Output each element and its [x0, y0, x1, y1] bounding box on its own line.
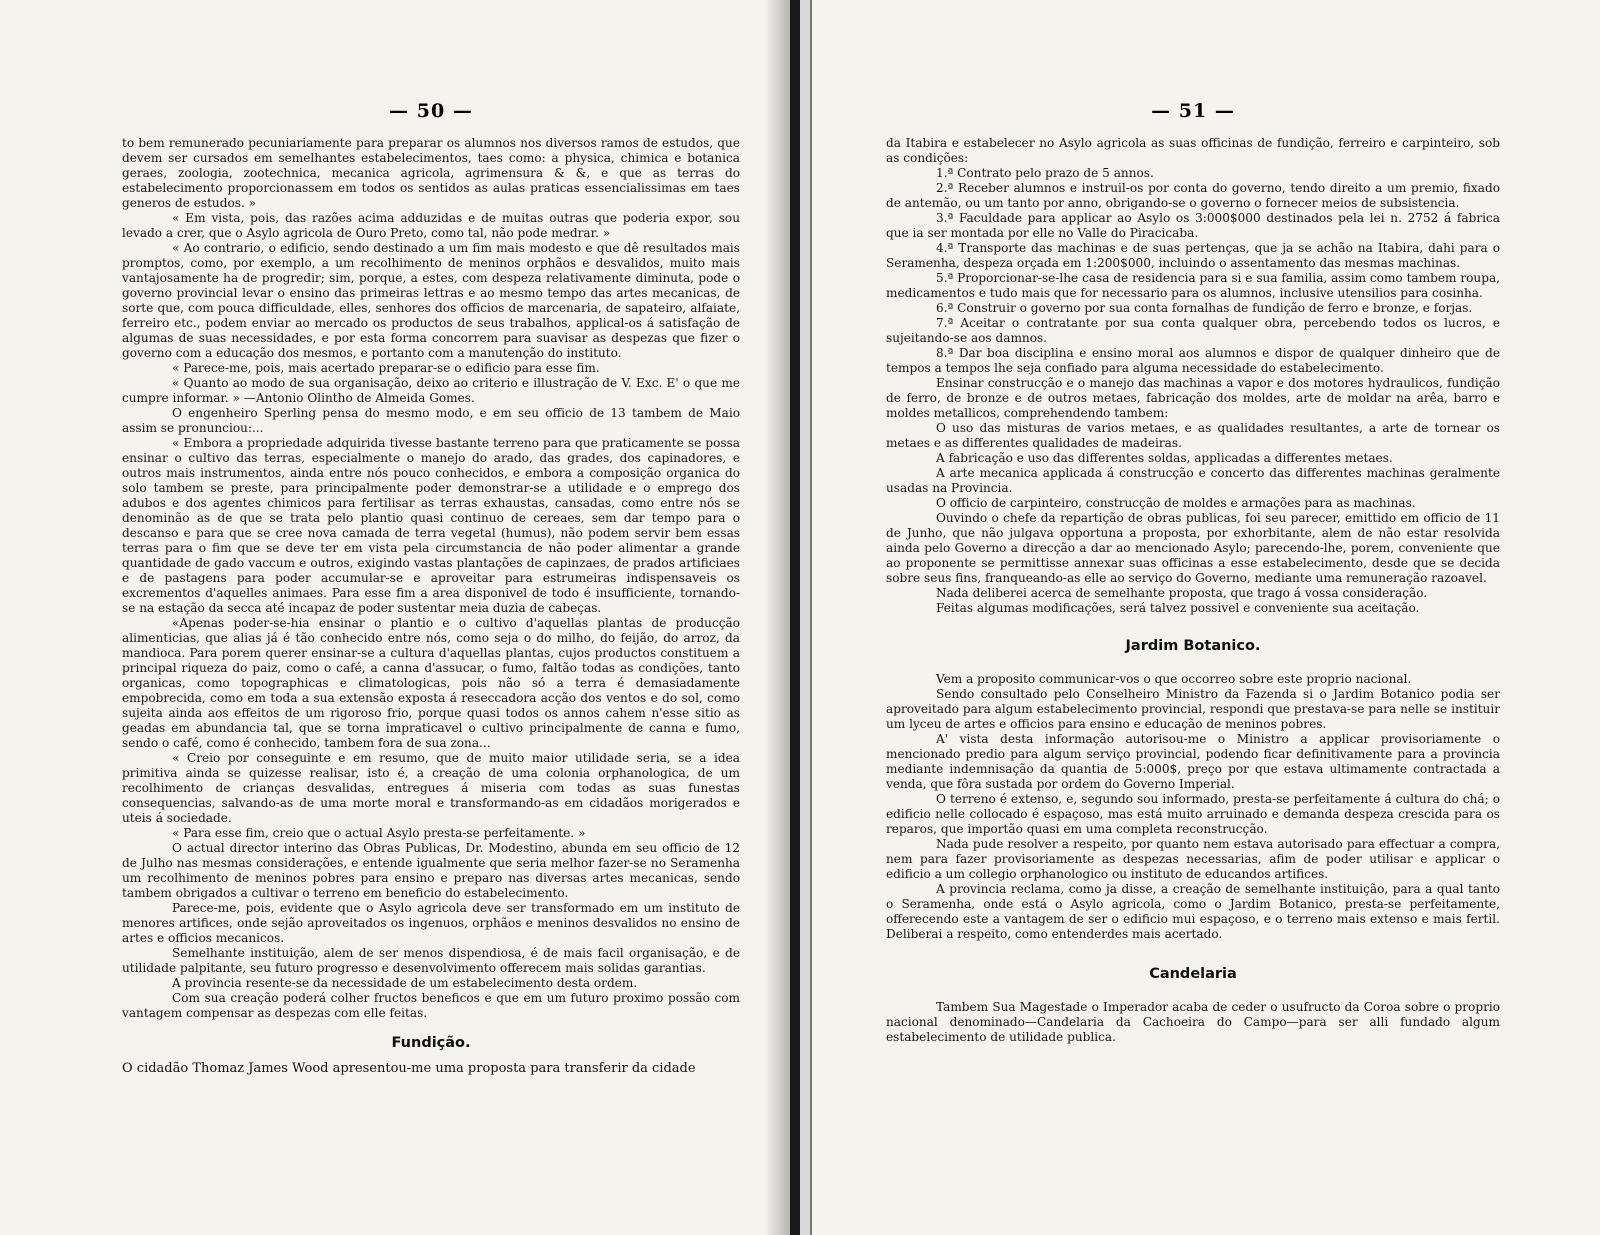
paragraph: Sendo consultado pelo Conselheiro Ministro da Fazenda si o Jardim Botanico podia ser aproveitado para algum estabelecimento provincial, respondi que prestava-se para nelle se instituir um lyceu de artes e officios para ensino e educação de meninos pobres.	[886, 687, 1500, 731]
paragraph: Ensinar construcção e o manejo das machinas a vapor e dos motores hydraulicos, fundição de ferro, de bronze e de outros metaes, fabricação dos moldes, arte de moldar na arêa, barro e moldes metallicos, comprehendendo tambem:	[886, 376, 1500, 420]
paragraph: « Ao contrario, o edificio, sendo destinado a um fim mais modesto e que dê resultados mais promptos, como, por exemplo, a um recolhimento de meninos orphãos e desvalidos, muito mais vantajosamente ha de progredir; sim, porque, a estes, com despeza relativamente diminuta, pode o governo provincial levar o ensino das primeiras lettras e ao mesmo tempo das artes mecanicas, de sorte que, com pouca difficuldade, elles, senhores dos officios de marcenaria, de sapateiro, alfaiate, ferreiro etc., podem enviar ao mercado os productos de seus trabalhos, applical-os á satisfação de algumas de suas necessidades, e por esta forma concorrem para suavisar as despezas que fizer o governo com a educação dos mesmos, e portanto com a manutenção do instituto.	[122, 241, 740, 360]
paragraph: Com sua creação poderá colher fructos beneficos e que em um futuro proximo possão com vantagem compensar as despezas com elle feitas.	[122, 991, 740, 1020]
paragraph: « Em vista, pois, das razões acima adduzidas e de muitas outras que poderia expor, sou levado a crer, que o Asylo agricola de Ouro Preto, como tal, não pode medrar. »	[122, 211, 740, 240]
paragraph: 8.ª Dar boa disciplina e ensino moral aos alumnos e dispor de qualquer dinheiro que de tempos a tempos lhe seja confiado para alguma necessidade do estabelecimento.	[886, 346, 1500, 375]
section-heading-fundicao: Fundição.	[391, 1035, 471, 1051]
paragraph: O actual director interino das Obras Publicas, Dr. Modestino, abunda em seu officio de 12 de Julho nas mesmas considerações, e entende igualmente que seria melhor fazer-se no Seramenha um recolhimento de meninos pobres para ensino e preparo nas diversas artes mecanicas, sendo tambem obrigados a cultivar o terreno em beneficio do estabelecimento.	[122, 841, 740, 900]
paragraph: O cidadão Thomaz James Wood apresentou-me uma proposta para transferir da cidade	[122, 1061, 696, 1076]
paragraph: 2.ª Receber alumnos e instruil-os por conta do governo, tendo direito a um premio, fixado de antemão, ou um tanto por anno, obrigando-se o governo o fornecer meios de subsistencia.	[886, 181, 1500, 210]
paragraph: « Para esse fim, creio que o actual Asylo presta-se perfeitamente. »	[172, 826, 586, 840]
section-heading-jardim-botanico: Jardim Botanico.	[1125, 638, 1261, 654]
paragraph: 4.ª Transporte das machinas e de suas pertenças, que ja se achão na Itabira, dahi para o Seramenha, despeza orçada em 1:200$000, incluindo o assentamento das mesmas machinas.	[886, 241, 1500, 270]
left-body	[122, 136, 740, 1021]
paragraph: 7.ª Aceitar o contratante por sua conta qualquer obra, percebendo todos os lucros, e sujeitando-se aos damnos.	[886, 316, 1500, 345]
paragraph: O engenheiro Sperling pensa do mesmo modo, e em seu officio de 13 tambem de Maio assim se pronunciou:...	[122, 406, 740, 435]
paragraph: Semelhante instituição, alem de ser menos dispendiosa, é de mais facil organisação, e de utilidade palpitante, seu futuro progresso e desenvolvimento offerecem mais solidas garantias.	[122, 946, 740, 975]
paragraph: A arte mecanica applicada á construcção e concerto das differentes machinas geralmente usadas na Provincia.	[886, 466, 1500, 495]
right-body	[886, 136, 1500, 616]
paragraph: Vem a proposito communicar-vos o que occorreo sobre este proprio nacional.	[936, 672, 1412, 686]
candelaria-body	[886, 1000, 1500, 1045]
paragraph: da Itabira e estabelecer no Asylo agricola as suas officinas de fundição, ferreiro e carpinteiro, sob as condições:	[886, 136, 1500, 165]
paragraph: « Parece-me, pois, mais acertado preparar-se o edificio para esse fim.	[172, 361, 600, 375]
jardim-body	[886, 672, 1500, 942]
paragraph: A provincia resente-se da necessidade de um estabelecimento desta ordem.	[172, 976, 638, 990]
paragraph: 6.ª Construir o governo por sua conta fornalhas de fundição de ferro e bronze, e forjas.	[936, 301, 1473, 315]
page-number: — 50 —	[389, 100, 473, 122]
paragraph: Parece-me, pois, evidente que o Asylo agricola deve ser transformado em um instituto de menores artifices, onde sejão aproveitados os ingenuos, orphãos e meninos desvalidos no ensino de artes e officios mecanicos.	[122, 901, 740, 945]
paragraph: Nada deliberei acerca de semelhante proposta, que trago á vossa consideração.	[936, 586, 1428, 600]
paragraph: O officio de carpinteiro, construcção de moldes e armações para as machinas.	[936, 496, 1416, 510]
paragraph: 1.ª Contrato pelo prazo de 5 annos.	[936, 166, 1154, 180]
paragraph: Tambem Sua Magestade o Imperador acaba de ceder o usufructo da Coroa sobre o proprio nacional denominado—Candelaria da Cachoeira do Campo—para ser alli fundado algum estabelecimento de utilidade publica.	[886, 1000, 1500, 1044]
paragraph: « Embora a propriedade adquirida tivesse bastante terreno para que praticamente se possa ensinar o cultivo das terras, especialmente o manejo do arado, das grades, dos capinadores, e outros mais instrumentos, ainda entre nós pouco conhecidos, e embora a composição organica do solo tambem se preste, para principalmente poder demonstrar-se a utilidade e o emprego dos adubos e dos agentes chimicos para fertilisar as terras exhaustas, cansadas, como entre nós se denominão as de que se trata pelo plantio quasi continuo de cereaes, sem dar tempo para o descanso e para que se cree nova camada de terra vegetal (humus), não podem servir bem essas terras para o fim que se deve ter em vista pela circumstancia de não poder alimentar a grande quantidade de gado vaccum e outros, exigindo vastas plantações de capinzaes, de prados artificiaes e de pastagens para poder accumular-se e aproveitar para estrumeiras indispensaveis os excrementos d'aquelles animaes. Para esse fim a area disponivel de todo é insufficiente, tornando-se na estação da secca até incapaz de poder sustentar meia duzia de cabeças.	[122, 436, 740, 615]
paragraph: Nada pude resolver a respeito, por quanto nem estava autorisado para effectuar a compra, nem para fazer provisoriamente as despezas necessarias, afim de poder utilisar e applicar o edificio a um collegio orphanologico ou instituto de educandos artifices.	[886, 837, 1500, 881]
paragraph: 3.ª Faculdade para applicar ao Asylo os 3:000$000 destinados pela lei n. 2752 á fabrica que ia ser montada por elle no Valle do Piracicaba.	[886, 211, 1500, 240]
gutter-shadow	[764, 0, 790, 1235]
paragraph: O uso das misturas de varios metaes, e as qualidades resultantes, a arte de tornear os metaes e as differentes qualidades de madeiras.	[886, 421, 1500, 450]
paragraph: « Creio por conseguinte e em resumo, que de muito maior utilidade seria, se a idea primitiva ainda se quizesse realisar, isto é, a creação de uma colonia orphanologica, de um recolhimento de crianças desvalidas, entregues á miseria com todas as suas funestas consequencias, salvando-as de uma morte moral e transformando-as em cidadãos morigerados e uteis á sociedade.	[122, 751, 740, 825]
paragraph: « Quanto ao modo de sua organisação, deixo ao criterio e illustração de V. Exc. E' o que me cumpre informar. » —Antonio Olintho de Almeida Gomes.	[122, 376, 740, 405]
section-heading-candelaria: Candelaria	[1149, 966, 1237, 982]
paragraph: A' vista desta informação autorisou-me o Ministro a applicar provisoriamente o mencionado predio para algum serviço provincial, podendo ficar definitivamente para a provincia mediante indemnisação da quantia de 5:000$, preço por que estava ultimamente contractada a venda, que fôra sustada por ordem do Governo Imperial.	[886, 732, 1500, 791]
paragraph: 5.ª Proporcionar-se-lhe casa de residencia para si e sua familia, assim como tambem roupa, medicamentos e tudo mais que for necessario para os alumnos, inclusive utensilios para cosinha.	[886, 271, 1500, 300]
right-page	[810, 0, 1600, 1235]
paragraph: «Apenas poder-se-hia ensinar o plantio e o cultivo d'aquellas plantas de producção alimenticias, que alias já é tão conhecido entre nós, como seja o do milho, do feijão, do arroz, da mandioca. Para porem querer ensinar-se a cultura d'aquellas plantas, cujos productos constituem a principal riqueza do paiz, como o café, a canna d'assucar, o fumo, faltão todas as condições, tanto organicas, como topographicas e climatologicas, pois não só a terra é demasiadamente empobrecida, como em toda a sua extensão exposta á reseccadora acção dos ventos e do sol, como sujeita ainda aos effeitos de um rigoroso frio, porque quasi todos os annos cahem n'esse sitio as geadas em abundancia tal, que se torna impraticavel o cultivo principalmente de canna e fumo, sendo o café, como é conhecido, tambem fora de sua zona...	[122, 616, 740, 750]
page-number: — 51 —	[1151, 100, 1235, 122]
paragraph: Feitas algumas modificações, será talvez possivel e conveniente sua aceitação.	[936, 601, 1420, 615]
paragraph: A fabricação e uso das differentes soldas, applicadas a differentes metaes.	[936, 451, 1393, 465]
paragraph: to bem remunerado pecuniariamente para preparar os alumnos nos diversos ramos de estudos, que devem ser cursados em semelhantes estabelecimentos, taes como: a physica, chimica e botanica geraes, zoologia, zootechnica, mecanica agricola, agrimensura & &, e que as terras do estabelecimento proporcionassem em todos os sentidos as aulas praticas essencialissimas em taes generos de estudos. »	[122, 136, 740, 210]
paragraph: A provincia reclama, como ja disse, a creação de semelhante instituição, para a qual tanto o Seramenha, onde está o Asylo agricola, como o Jardim Botanico, presta-se perfeitamente, offerecendo este a vantagem de ser o edificio mui espaçoso, e o terreno mais extenso e mais fertil. Deliberai a respeito, como entenderdes mais acertado.	[886, 882, 1500, 941]
paragraph: O terreno é extenso, e, segundo sou informado, presta-se perfeitamente á cultura do chá; o edificio nelle collocado é espaçoso, mas está muito arruinado e demanda despeza crescida para os reparos, que importão quasi em uma completa reconstrucção.	[886, 792, 1500, 836]
paragraph: Ouvindo o chefe da repartição de obras publicas, foi seu parecer, emittido em officio de 11 de Junho, que não julgava opportuna a proposta, por exhorbitante, alem de não estar resolvida ainda pelo Governo a direcção a dar ao mencionado Asylo; parecendo-lhe, porem, conveniente que ao proponente se permittisse annexar suas officinas a esse estabelecimento, desde que se decida sobre seus fins, franqueando-as elle ao serviço do Governo, mediante uma remuneração razoavel.	[886, 511, 1500, 585]
